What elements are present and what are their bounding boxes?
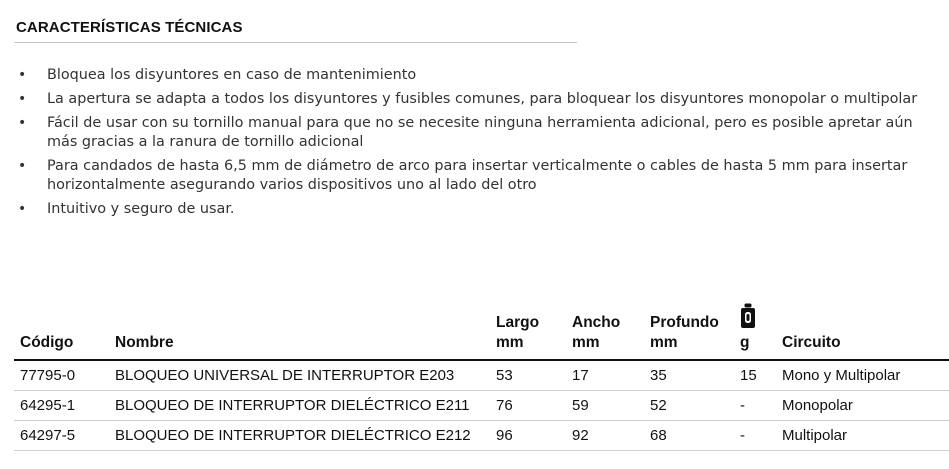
bullet-icon: • [18, 115, 27, 131]
header-circuit: Circuito [776, 303, 949, 360]
cell-circuit: Mono y Multipolar [776, 360, 949, 391]
header-width [566, 303, 644, 360]
cell-name: BLOQUEO UNIVERSAL DE INTERRUPTOR E203 [109, 360, 490, 391]
cell-width: 17 [566, 360, 644, 391]
cell-weight: 15 [734, 360, 776, 391]
feature-item [18, 157, 933, 195]
header-length-label: Largo [496, 314, 540, 331]
cell-width: 59 [566, 391, 644, 421]
cell-name: BLOQUEO DE INTERRUPTOR DIELÉCTRICO E211 [109, 391, 490, 421]
bullet-icon: • [18, 201, 27, 217]
feature-item [18, 90, 933, 109]
title-divider [14, 42, 577, 43]
bullet-icon: • [18, 158, 27, 174]
table-row [14, 360, 949, 391]
cell-name: BLOQUEO DE INTERRUPTOR DIELÉCTRICO E212 [109, 421, 490, 451]
feature-item [18, 114, 933, 152]
cell-length: 76 [490, 391, 566, 421]
section-title: CARACTERÍSTICAS TÉCNICAS [16, 19, 243, 36]
header-depth-unit: mm [650, 334, 678, 351]
cell-weight: - [734, 421, 776, 451]
table-row [14, 421, 949, 451]
weight-icon [740, 303, 756, 329]
feature-item [18, 200, 933, 219]
header-width-label: Ancho [572, 314, 621, 331]
cell-depth: 35 [644, 360, 734, 391]
feature-text: Bloquea los disyuntores en caso de mantenimiento [47, 67, 417, 83]
cell-code: 77795-0 [14, 360, 109, 391]
header-weight [734, 303, 776, 360]
bullet-icon: • [18, 67, 27, 83]
cell-code: 64297-5 [14, 421, 109, 451]
bullet-icon: • [18, 91, 27, 107]
table-row [14, 391, 949, 421]
header-width-unit: mm [572, 334, 600, 351]
cell-length: 53 [490, 360, 566, 391]
cell-width: 92 [566, 421, 644, 451]
header-weight-unit: g [740, 334, 750, 351]
feature-list [18, 66, 933, 224]
cell-code: 64295-1 [14, 391, 109, 421]
product-table [14, 303, 949, 451]
cell-circuit: Monopolar [776, 391, 949, 421]
header-length-unit: mm [496, 334, 524, 351]
feature-text: La apertura se adapta a todos los disyuntores y fusibles comunes, para bloquear los disyuntores monopolar o multipolar [47, 91, 918, 107]
feature-item [18, 66, 933, 85]
feature-text: Para candados de hasta 6,5 mm de diámetro de arco para insertar verticalmente o cables de hasta 5 mm para insertar horizontalmente asegurando varios dispositivos uno al lado del otro [47, 158, 908, 193]
cell-weight: - [734, 391, 776, 421]
cell-circuit: Multipolar [776, 421, 949, 451]
feature-text: Intuitivo y seguro de usar. [47, 201, 235, 217]
header-name: Nombre [109, 303, 490, 360]
table-header-row [14, 303, 949, 360]
header-length [490, 303, 566, 360]
feature-text: Fácil de usar con su tornillo manual para que no se necesite ninguna herramienta adicional, pero es posible apretar aún más gracias a la ranura de tornillo adicional [47, 115, 913, 150]
cell-depth: 52 [644, 391, 734, 421]
header-depth [644, 303, 734, 360]
cell-length: 96 [490, 421, 566, 451]
cell-depth: 68 [644, 421, 734, 451]
header-code: Código [14, 303, 109, 360]
header-depth-label: Profundo [650, 314, 719, 331]
